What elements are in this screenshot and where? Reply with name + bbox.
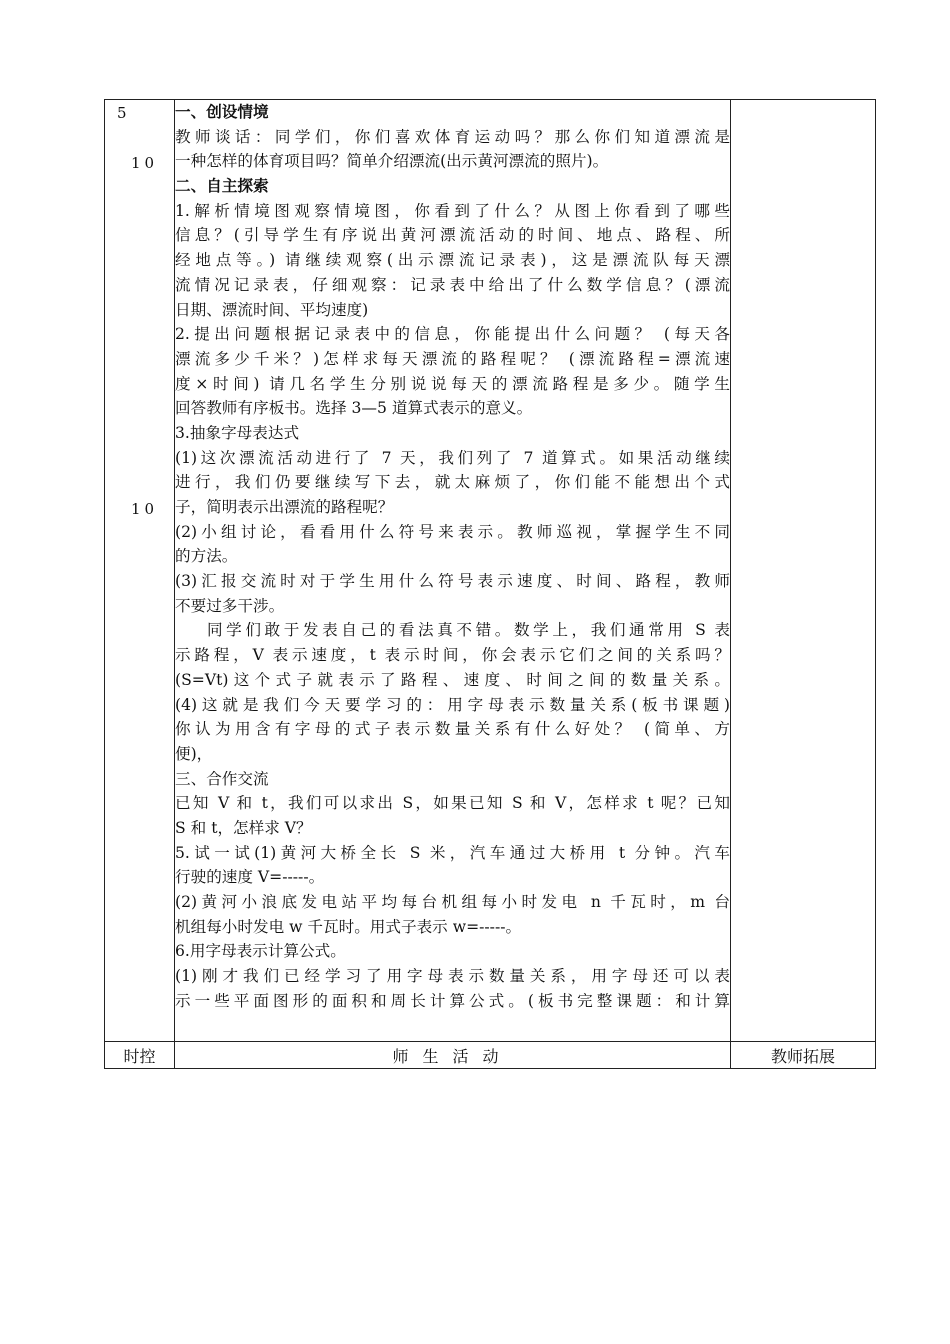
- footer-activity-label: 师生活动: [175, 1042, 731, 1069]
- footer-time-label: 时控: [105, 1042, 175, 1069]
- text-line: 进行，我们仍要继续写下去，就太麻烦了，你们能不能想出个式: [175, 473, 730, 492]
- time-column-cell: [105, 100, 175, 1042]
- text-line: 度×时间) 请几名学生分别说说每天的漂流路程是多少。随学生: [175, 374, 730, 393]
- text-line: S 和 t，怎样求 V？: [175, 818, 312, 837]
- text-line: 一种怎样的体育项目吗？简单介绍漂流(出示黄河漂流的照片)。: [175, 152, 609, 171]
- text-line: 子，简明表示出漂流的路程呢？: [175, 498, 394, 516]
- text-line: 同学们敢于发表自己的看法真不错。数学上，我们通常用 S 表: [207, 621, 730, 640]
- time-mark: 5: [117, 104, 131, 122]
- text-line: 1.解析情境图观察情境图，你看到了什么？从图上你看到了哪些: [175, 201, 730, 220]
- footer-row: [105, 1042, 876, 1069]
- text-line: 不要过多干涉。: [175, 596, 285, 615]
- text-line: 2.提出问题根据记录表中的信息，你能提出什么问题？ (每天各: [175, 325, 730, 344]
- text-line: 便)，: [175, 744, 213, 763]
- text-line: 5.试一试(1)黄河大桥全长 S 米，汽车通过大桥用 t 分钟。汽车: [175, 843, 730, 862]
- text-line: (2)小组讨论，看看用什么符号来表示。教师巡视，掌握学生不同: [175, 522, 730, 541]
- text-line: 你认为用含有字母的式子表示数量关系有什么好处？ (简单、方: [175, 720, 730, 739]
- extension-cell: [731, 100, 876, 1042]
- section-heading: 二、自主探索: [175, 176, 269, 196]
- text-line: 机组每小时发电 w 千瓦时。用式子表示 w=-----。: [175, 917, 522, 936]
- text-line: 经地点等。) 请继续观察(出示漂流记录表)，这是漂流队每天漂: [175, 251, 730, 270]
- content-row: [105, 100, 876, 1042]
- text-line: 流情况记录表，仔细观察：记录表中给出了什么数学信息？(漂流: [175, 275, 730, 294]
- text-line: 回答教师有序板书。选择 3—5 道算式表示的意义。: [175, 399, 533, 418]
- text-line: 示一些平面图形的面积和周长计算公式。(板书完整课题：和计算: [175, 991, 730, 1010]
- text-line: (S=Vt)这个式子就表示了路程、速度、时间之间的数量关系。: [175, 670, 730, 689]
- text-line: (2)黄河小浪底发电站平均每台机组每小时发电 n 千瓦时，m 台: [175, 893, 730, 911]
- footer-extension-label: 教师拓展: [731, 1042, 876, 1069]
- text-line: 教师谈话：同学们，你们喜欢体育运动吗？那么你们知道漂流是: [175, 127, 730, 146]
- text-line: 三、合作交流: [175, 769, 269, 788]
- text-line: (4)这就是我们今天要学习的：用字母表示数量关系(板书课题): [175, 695, 730, 714]
- text-line: (1)这次漂流活动进行了 7 天，我们列了 7 道算式。如果活动继续: [175, 448, 730, 467]
- text-line: (3)汇报交流时对于学生用什么符号表示速度、时间、路程，教师: [175, 572, 730, 591]
- lesson-plan-table: [104, 99, 876, 1069]
- text-line: 已知 V 和 t，我们可以求出 S，如果已知 S 和 V，怎样求 t 呢？已知: [175, 794, 730, 813]
- text-line: 信息？(引导学生有序说出黄河漂流活动的时间、地点、路程、所: [175, 226, 730, 245]
- time-mark: 10: [131, 154, 159, 172]
- text-line: 行驶的速度 V=-----。: [175, 868, 325, 887]
- text-line: 日期、漂流时间、平均速度): [175, 300, 369, 319]
- time-mark: 10: [131, 500, 159, 518]
- text-line: 漂流多少千米？)怎样求每天漂流的路程呢？ (漂流路程=漂流速: [175, 349, 730, 368]
- text-line: 6.用字母表示计算公式。: [175, 942, 346, 961]
- text-line: 3.抽象字母表达式: [175, 423, 300, 442]
- text-line: 示路程，V 表示速度，t 表示时间，你会表示它们之间的关系吗？: [175, 646, 730, 665]
- section-heading: 一、创设情境: [175, 102, 269, 121]
- text-line: 的方法。: [175, 547, 238, 566]
- activity-cell: [175, 100, 731, 1042]
- text-line: (1)刚才我们已经学习了用字母表示数量关系，用字母还可以表: [175, 967, 730, 986]
- activity-text: [175, 100, 730, 1013]
